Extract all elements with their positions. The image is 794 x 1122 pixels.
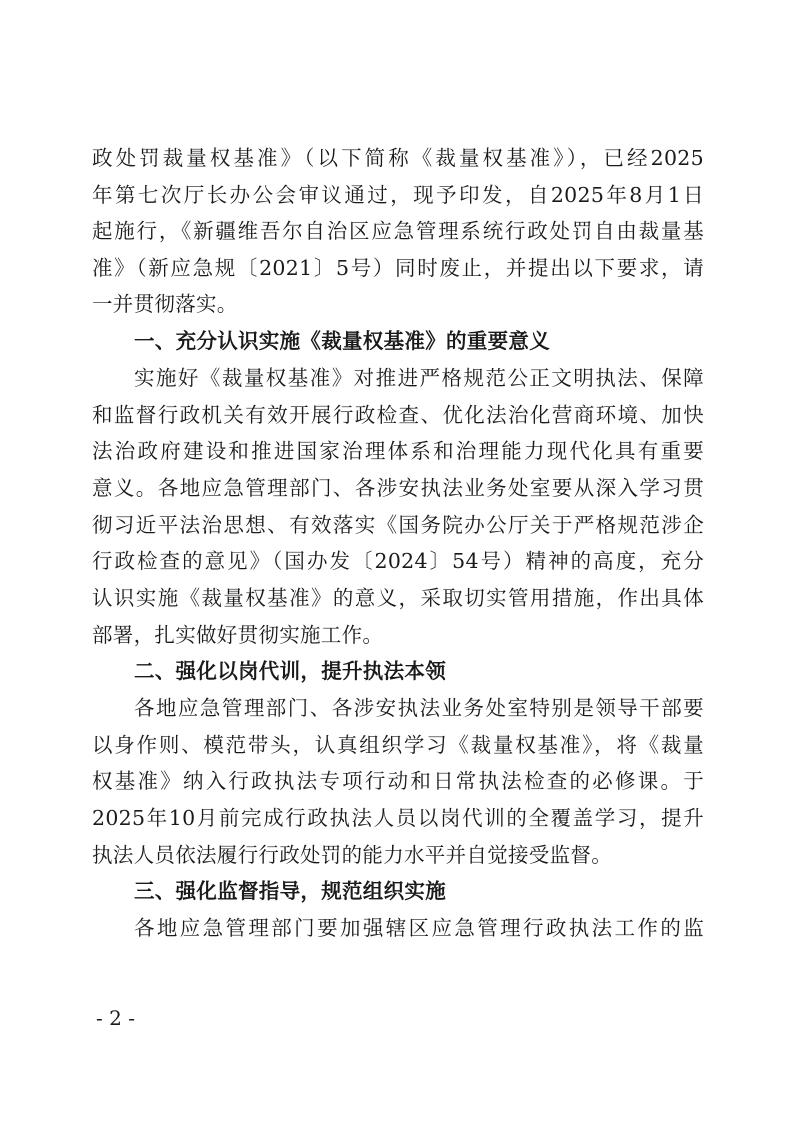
paragraph-line: 准》（新应急规〔2021〕5号）同时废止，并提出以下要求，请 xyxy=(92,256,704,280)
paragraph-line: 一并贯彻落实。 xyxy=(92,292,238,316)
paragraph-line: 各地应急管理部门、各涉安执法业务处室特别是领导干部要 xyxy=(134,696,704,720)
page-number: - 2 - xyxy=(96,1006,135,1030)
paragraph-line: 2025年10月前完成行政执法人员以岗代训的全覆盖学习，提升 xyxy=(92,806,704,830)
paragraph-line: 法治政府建设和推进国家治理体系和治理能力现代化具有重要 xyxy=(92,439,704,463)
section-heading-3: 三、强化监督指导，规范组织实施 xyxy=(134,879,446,903)
paragraph-line: 实施好《裁量权基准》对推进严格规范公正文明执法、保障 xyxy=(134,366,704,390)
section-heading-1: 一、充分认识实施《裁量权基准》的重要意义 xyxy=(134,329,550,353)
paragraph-line: 年第七次厅长办公会审议通过，现予印发，自2025年8月1日 xyxy=(92,183,704,207)
section-heading-2: 二、强化以岗代训，提升执法本领 xyxy=(134,659,446,683)
paragraph-line: 权基准》纳入行政执法专项行动和日常执法检查的必修课。于 xyxy=(92,769,704,793)
paragraph-line: 各地应急管理部门要加强辖区应急管理行政执法工作的监 xyxy=(134,916,704,940)
paragraph-line: 起施行，《新疆维吾尔自治区应急管理系统行政处罚自由裁量基 xyxy=(92,219,704,243)
paragraph-line: 行政检查的意见》（国办发〔2024〕54号）精神的高度，充分 xyxy=(92,549,704,573)
paragraph-line: 部署，扎实做好贯彻实施工作。 xyxy=(92,623,384,647)
paragraph-line: 执法人员依法履行行政处罚的能力水平并自觉接受监督。 xyxy=(92,843,612,867)
paragraph-line: 以身作则、模范带头，认真组织学习《裁量权基准》，将《裁量 xyxy=(92,733,704,757)
paragraph-line: 认识实施《裁量权基准》的意义，采取切实管用措施，作出具体 xyxy=(92,586,704,610)
paragraph-line: 和监督行政机关有效开展行政检查、优化法治化营商环境、加快 xyxy=(92,403,704,427)
paragraph-line: 彻习近平法治思想、有效落实《国务院办公厅关于严格规范涉企 xyxy=(92,513,704,537)
paragraph-line: 意义。各地应急管理部门、各涉安执法业务处室要从深入学习贯 xyxy=(92,476,704,500)
paragraph-line: 政处罚裁量权基准》（以下简称《裁量权基准》），已经2025 xyxy=(92,146,704,170)
